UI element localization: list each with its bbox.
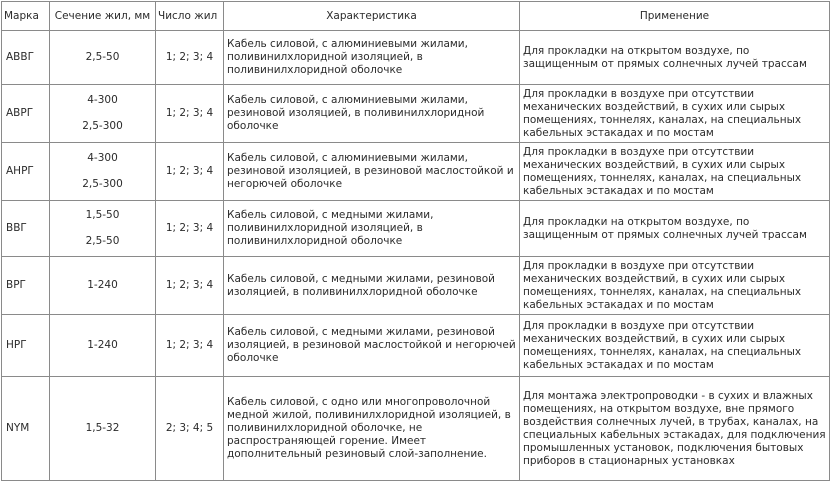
cell-cores: 1; 2; 3; 4 bbox=[156, 85, 224, 143]
cell-section bbox=[50, 31, 156, 85]
cell-application: Для прокладки на открытом воздухе, по защищенным от прямых солнечных лучей трассам bbox=[520, 31, 830, 85]
cell-brand: НРГ bbox=[2, 315, 50, 377]
cell-cores: 1; 2; 3; 4 bbox=[156, 315, 224, 377]
cell-brand: АНРГ bbox=[2, 143, 50, 201]
table-row bbox=[2, 201, 830, 257]
cell-section bbox=[50, 315, 156, 377]
section-value: 1-240 bbox=[87, 279, 118, 291]
cell-brand: АВВГ bbox=[2, 31, 50, 85]
cell-characteristics: Кабель силовой, с алюминиевыми жилами, резиновой изоляцией, в резиновой маслостойкой и негорючей оболочке bbox=[224, 143, 520, 201]
cell-section bbox=[50, 85, 156, 143]
cell-application: Для монтажа электропроводки - в сухих и влажных помещениях, на открытом воздухе, вне прямого воздействия солнечных лучей, в трубах, каналах, на специальных кабельных эстакадах, для подключения промышленных установок, подключения бытовых приборов в стационарных установках bbox=[520, 377, 830, 481]
cell-characteristics: Кабель силовой, с медными жилами, поливинилхлоридной изоляцией, в поливинилхлоридной оболочке bbox=[224, 201, 520, 257]
table-body bbox=[2, 31, 830, 481]
table-row bbox=[2, 85, 830, 143]
cable-table bbox=[1, 1, 830, 481]
cell-application: Для прокладки в воздухе при отсутствии механических воздействий, в сухих или сырых помещениях, тоннелях, каналах, на специальных кабельных эстакадах и по мостам bbox=[520, 143, 830, 201]
cell-section bbox=[50, 201, 156, 257]
cell-cores: 1; 2; 3; 4 bbox=[156, 257, 224, 315]
section-value: 1-240 bbox=[87, 339, 118, 351]
cell-cores: 1; 2; 3; 4 bbox=[156, 143, 224, 201]
section-value: 1,5-50 bbox=[85, 209, 120, 221]
header-characteristics: Характеристика bbox=[224, 2, 520, 31]
cell-brand: АВРГ bbox=[2, 85, 50, 143]
section-value: 4-300 bbox=[87, 152, 118, 164]
cell-brand: ВВГ bbox=[2, 201, 50, 257]
cell-application: Для прокладки в воздухе при отсутствии механических воздействий, в сухих или сырых помещениях, тоннелях, каналах, на специальных кабельных эстакадах и по мостам bbox=[520, 85, 830, 143]
cell-section bbox=[50, 257, 156, 315]
cell-brand: NYM bbox=[2, 377, 50, 481]
cell-brand: ВРГ bbox=[2, 257, 50, 315]
table-row bbox=[2, 143, 830, 201]
cell-cores: 1; 2; 3; 4 bbox=[156, 31, 224, 85]
cell-application: Для прокладки на открытом воздухе, по защищенным от прямых солнечных лучей трассам bbox=[520, 201, 830, 257]
cell-cores: 2; 3; 4; 5 bbox=[156, 377, 224, 481]
cell-characteristics: Кабель силовой, с медными жилами, резиновой изоляцией, в поливинилхлоридной оболочке bbox=[224, 257, 520, 315]
table-row bbox=[2, 377, 830, 481]
cell-application: Для прокладки в воздухе при отсутствии механических воздействий, в сухих или сырых помещениях, тоннелях, каналах, на специальных кабельных эстакадах и по мостам bbox=[520, 315, 830, 377]
section-value: 1,5-32 bbox=[85, 422, 120, 434]
cell-characteristics: Кабель силовой, с медными жилами, резиновой изоляцией, в резиновой маслостойкой и негорючей оболочке bbox=[224, 315, 520, 377]
cell-section bbox=[50, 377, 156, 481]
cell-application: Для прокладки в воздухе при отсутствии механических воздействий, в сухих или сырых помещениях, тоннелях, каналах, на специальных кабельных эстакадах и по мостам bbox=[520, 257, 830, 315]
header-brand: Марка bbox=[2, 2, 50, 31]
table-row bbox=[2, 257, 830, 315]
header-row bbox=[2, 2, 830, 31]
section-value: 2,5-300 bbox=[82, 178, 123, 190]
cell-characteristics: Кабель силовой, с алюминиевыми жилами, поливинилхлоридной изоляцией, в поливинилхлоридной оболочке bbox=[224, 31, 520, 85]
header-section: Сечение жил, мм bbox=[50, 2, 156, 31]
table-row bbox=[2, 315, 830, 377]
section-value: 2,5-50 bbox=[85, 51, 120, 63]
section-value: 2,5-50 bbox=[85, 235, 120, 247]
section-value: 4-300 bbox=[87, 94, 118, 106]
header-application: Применение bbox=[520, 2, 830, 31]
header-cores: Число жил bbox=[156, 2, 224, 31]
section-value: 2,5-300 bbox=[82, 120, 123, 132]
cell-section bbox=[50, 143, 156, 201]
cell-cores: 1; 2; 3; 4 bbox=[156, 201, 224, 257]
cell-characteristics: Кабель силовой, с одно или многопроволочной медной жилой, поливинилхлоридной изоляцией, в поливинилхлоридной оболочке, не распространяющей горение. Имеет дополнительный резиновый слой-заполнение. bbox=[224, 377, 520, 481]
cell-characteristics: Кабель силовой, с алюминиевыми жилами, резиновой изоляцией, в поливинилхлоридной оболочке bbox=[224, 85, 520, 143]
table-row bbox=[2, 31, 830, 85]
